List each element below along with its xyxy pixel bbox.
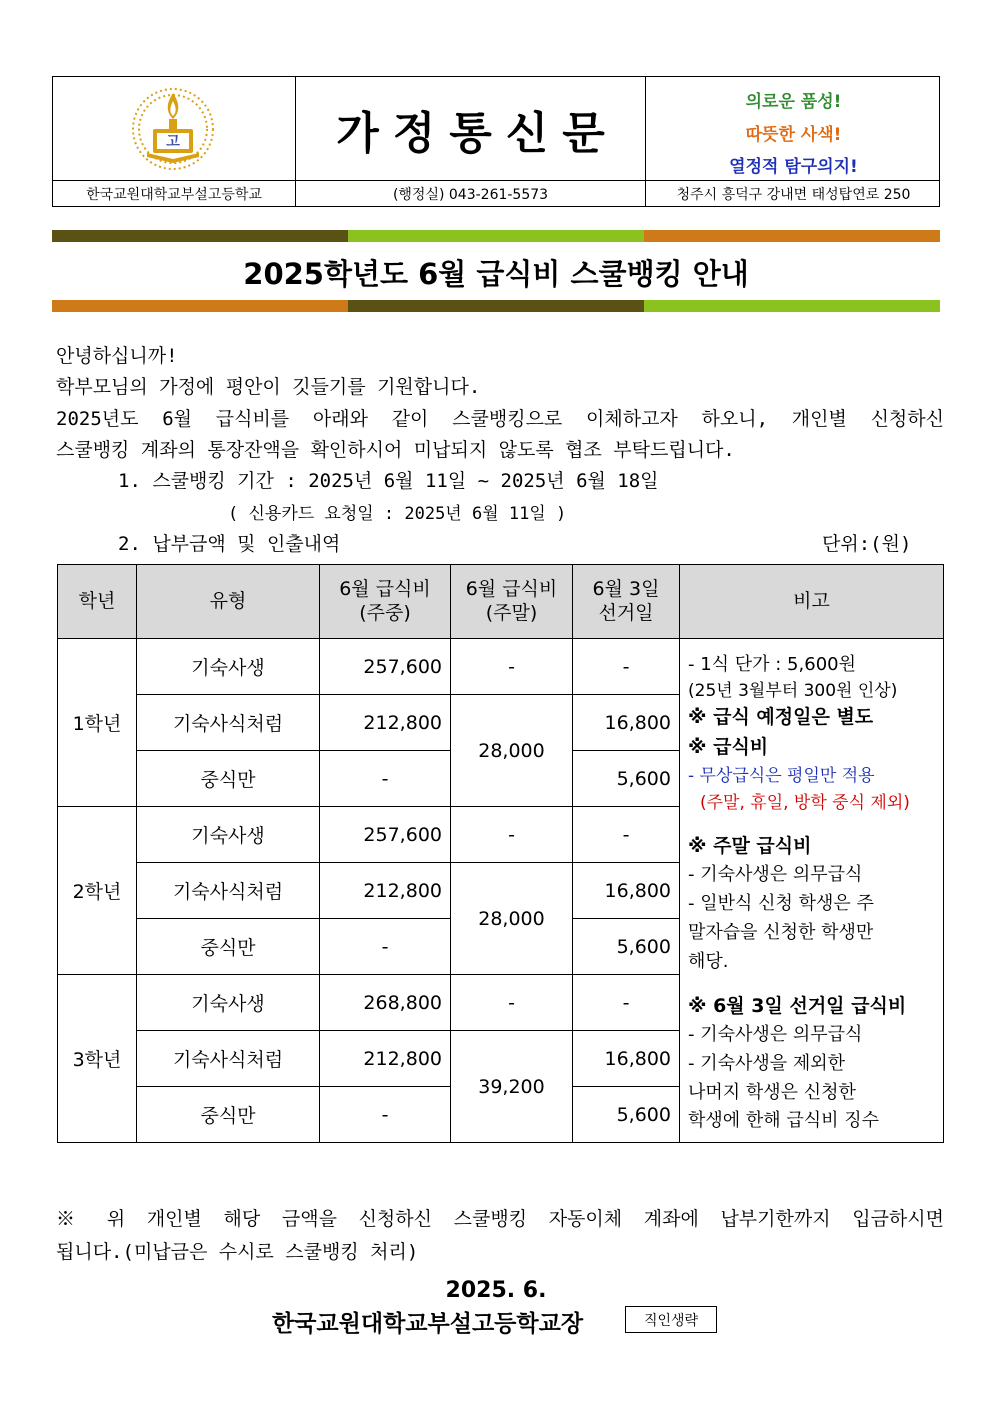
fee-table <box>57 564 944 1143</box>
note-line: - 1식 단가 : 5,600원 <box>688 654 856 675</box>
type-cell: 기숙사생 <box>137 807 320 863</box>
table-row <box>58 639 944 695</box>
election-fee-cell: - <box>573 975 680 1031</box>
weekday-fee-cell: 268,800 <box>320 975 451 1031</box>
wish-line: 학부모님의 가정에 평안이 깃들기를 기원합니다. <box>56 376 481 398</box>
note-line: 해당. <box>688 950 729 972</box>
intro-line-1: 2025년도 6월 급식비를 아래와 같이 스쿨뱅킹으로 이체하고자 하오니, 개인별 신청하신 <box>56 408 944 430</box>
election-fee-cell: 5,600 <box>573 751 680 807</box>
unit-label: 단위:(원) <box>822 533 912 555</box>
weekday-fee-cell: 212,800 <box>320 863 451 919</box>
grade-cell: 1학년 <box>58 639 137 807</box>
weekend-fee-cell: - <box>451 807 573 863</box>
weekday-fee-cell: - <box>320 1087 451 1143</box>
col-header-weekend: 6월 급식비 (주말) <box>451 565 573 639</box>
motto-line-1: 의로운 품성! <box>745 92 842 112</box>
note-line: - 무상급식은 평일만 적용 <box>688 765 875 786</box>
col-header-election: 6월 3일 선거일 <box>573 565 680 639</box>
school-motto <box>646 87 941 177</box>
greeting: 안녕하십니까! <box>56 345 178 367</box>
weekday-fee-cell: 257,600 <box>320 639 451 695</box>
newsletter-title: 가정통신문 <box>336 107 619 159</box>
weekend-fee-cell: - <box>451 639 573 695</box>
note-line: - 기숙사생은 의무급식 <box>688 1024 863 1046</box>
intro-line-2: 스쿨뱅킹 계좌의 통장잔액을 확인하시어 미납되지 않도록 협조 부탁드립니다. <box>56 439 735 461</box>
school-address: 청주시 흥덕구 강내면 태성탑연로 250 <box>676 187 911 203</box>
note-line: - 일반식 신청 학생은 주 <box>688 893 874 915</box>
weekend-fee-cell: 28,000 <box>451 863 573 975</box>
election-fee-cell: - <box>573 639 680 695</box>
col-header-weekday: 6월 급식비 (주중) <box>320 565 451 639</box>
table-header-row <box>58 565 944 639</box>
type-cell: 중식만 <box>137 919 320 975</box>
office-phone: (행정실) 043-261-5573 <box>392 187 549 203</box>
weekend-fee-cell: - <box>451 975 573 1031</box>
letterhead <box>52 76 940 207</box>
note-line: 학생에 한해 급식비 징수 <box>688 1110 880 1132</box>
issue-date: 2025. 6. <box>445 1278 547 1303</box>
payment-note-line-1: ※ 위 개인별 해당 금액을 신청하신 스쿨뱅킹 자동이체 계좌에 납부기한까지 입금하시면 <box>56 1208 944 1230</box>
type-cell: 기숙사생 <box>137 975 320 1031</box>
banking-period: 1. 스쿨뱅킹 기간 : 2025년 6월 11일 ~ 2025년 6월 18일 <box>118 470 659 492</box>
note-line: - 기숙사생은 의무급식 <box>688 864 863 886</box>
election-fee-cell: - <box>573 807 680 863</box>
payment-details-heading: 2. 납부금액 및 인출내역 <box>118 533 341 555</box>
note-line: 말자습을 신청한 학생만 <box>688 922 874 944</box>
credit-card-date: ( 신용카드 요청일 : 2025년 6월 11일 ) <box>228 504 567 524</box>
weekend-fee-cell: 39,200 <box>451 1031 573 1143</box>
top-color-bar <box>52 230 940 242</box>
school-emblem-icon <box>125 83 221 175</box>
weekday-fee-cell: - <box>320 751 451 807</box>
weekday-fee-cell: 212,800 <box>320 695 451 751</box>
payment-note-line-2: 됩니다.(미납금은 수시로 스쿨뱅킹 처리) <box>56 1241 419 1263</box>
note-line: ※ 급식 예정일은 별도 <box>688 705 874 728</box>
notes-cell <box>680 639 944 1143</box>
election-fee-cell: 16,800 <box>573 695 680 751</box>
weekday-fee-cell: 257,600 <box>320 807 451 863</box>
school-name: 한국교원대학교부설고등학교 <box>86 187 262 203</box>
weekend-fee-cell: 28,000 <box>451 695 573 807</box>
note-line: ※ 주말 급식비 <box>688 835 812 858</box>
type-cell: 중식만 <box>137 1087 320 1143</box>
note-line: ※ 6월 3일 선거일 급식비 <box>688 994 907 1017</box>
col-header-type: 유형 <box>137 565 320 639</box>
principal-signature: 한국교원대학교부설고등학교장 <box>272 1310 584 1337</box>
election-fee-cell: 16,800 <box>573 1031 680 1087</box>
grade-cell: 2학년 <box>58 807 137 975</box>
type-cell: 기숙사식처럼 <box>137 863 320 919</box>
motto-line-2: 따뜻한 사색! <box>745 124 842 145</box>
grade-cell: 3학년 <box>58 975 137 1143</box>
note-line: ※ 급식비 <box>688 736 769 759</box>
seal-omitted-stamp: 직인생략 <box>625 1306 717 1333</box>
newsletter-title-cell <box>296 77 645 180</box>
type-cell: 기숙사생 <box>137 639 320 695</box>
motto-line-3: 열정적 탐구의지! <box>729 157 858 177</box>
note-line: - 기숙사생을 제외한 <box>688 1052 846 1074</box>
note-line: 나머지 학생은 신청한 <box>688 1081 856 1103</box>
type-cell: 중식만 <box>137 751 320 807</box>
weekday-fee-cell: - <box>320 919 451 975</box>
election-fee-cell: 5,600 <box>573 1087 680 1143</box>
type-cell: 기숙사식처럼 <box>137 1031 320 1087</box>
election-fee-cell: 5,600 <box>573 919 680 975</box>
note-line: (25년 3월부터 300원 인상) <box>688 680 898 701</box>
col-header-grade: 학년 <box>58 565 137 639</box>
bottom-color-bar <box>52 300 940 312</box>
note-line: (주말, 휴일, 방학 중식 제외) <box>700 792 910 813</box>
col-header-notes: 비고 <box>680 565 944 639</box>
weekday-fee-cell: 212,800 <box>320 1031 451 1087</box>
type-cell: 기숙사식처럼 <box>137 695 320 751</box>
document-title: 2025학년도 6월 급식비 스쿨뱅킹 안내 <box>243 256 749 291</box>
svg-text:고: 고 <box>166 134 180 150</box>
election-fee-cell: 16,800 <box>573 863 680 919</box>
